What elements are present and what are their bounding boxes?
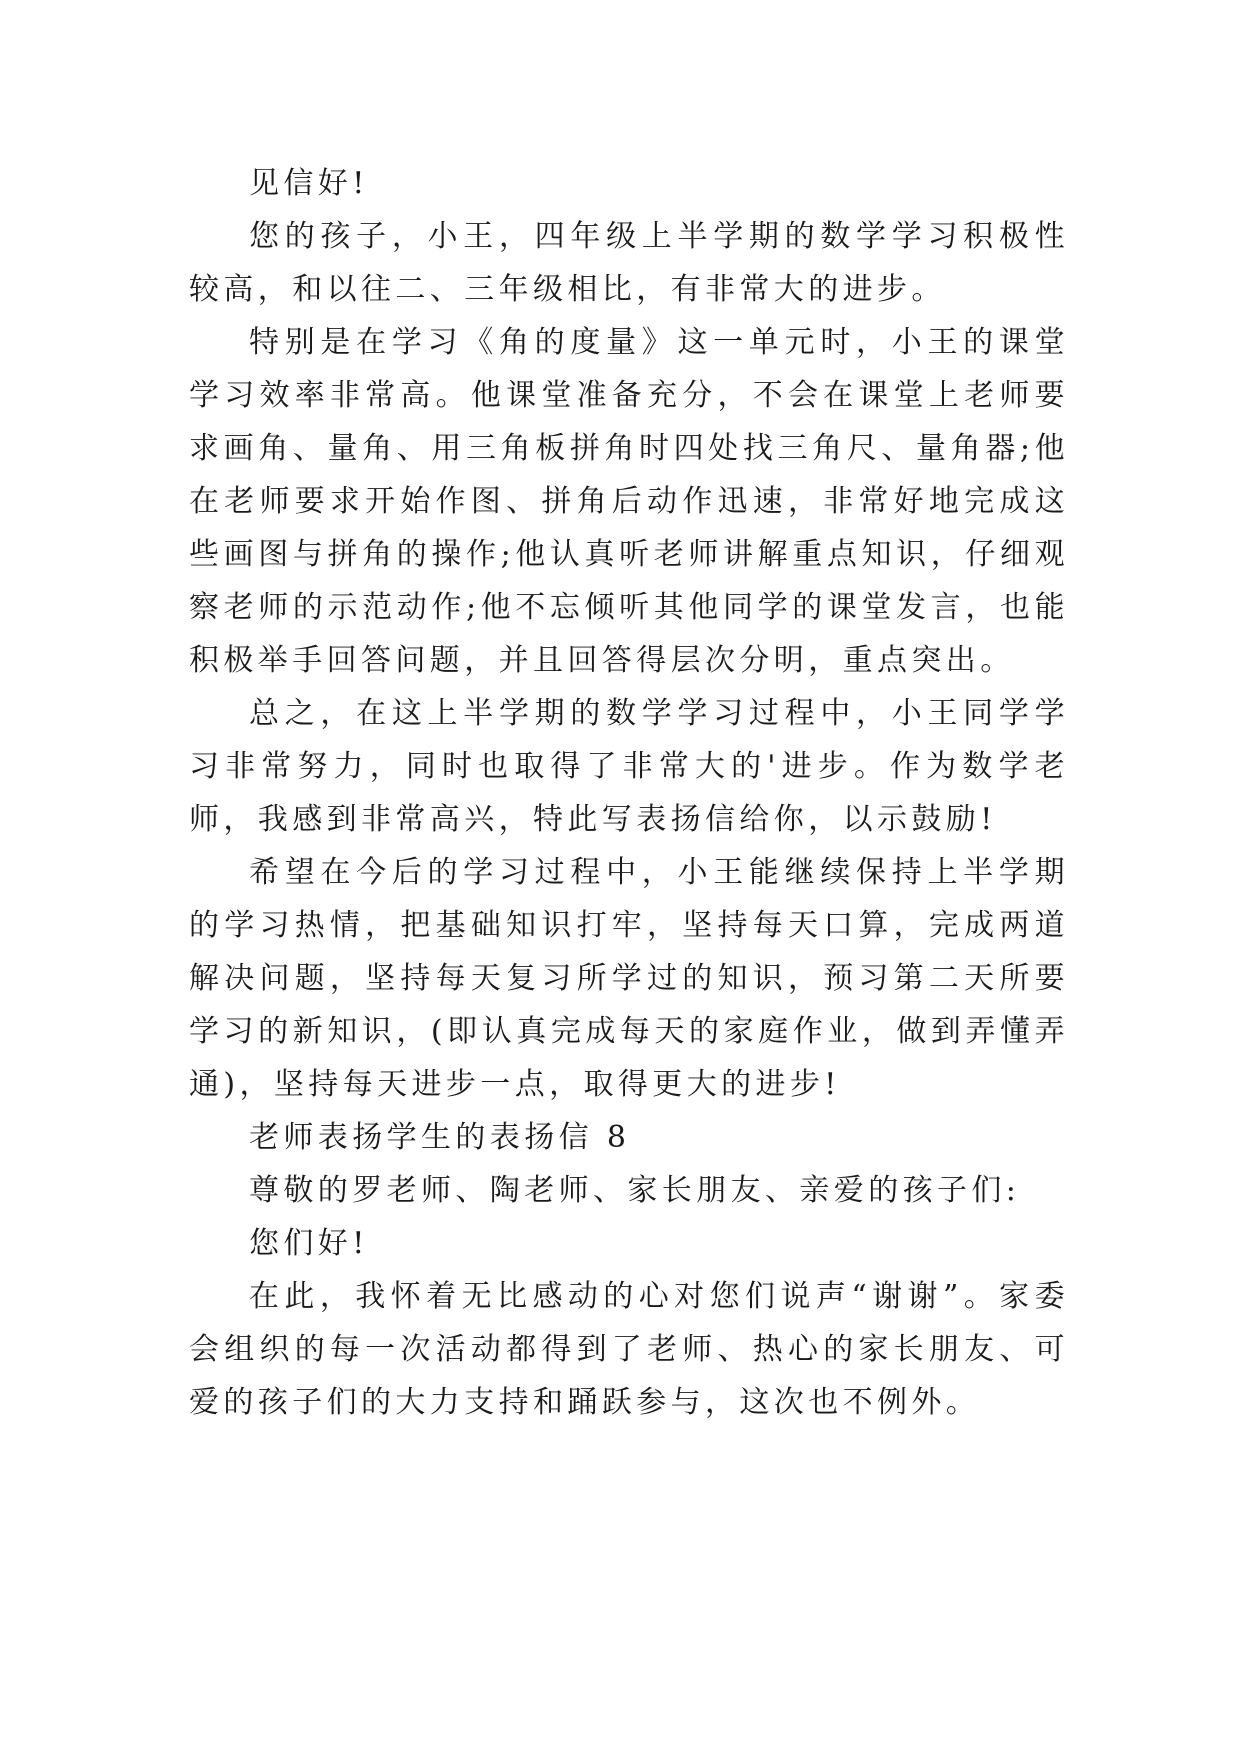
paragraph-thanks: 在此，我怀着无比感动的心对您们说声“谢谢”。家委会组织的每一次活动都得到了老师、热心的家长朋友、可爱的孩子们的大力支持和踊跃参与，这次也不例外。	[189, 1279, 1069, 1420]
paragraph-greeting: 见信好!	[249, 166, 369, 201]
paragraph-hope: 希望在今后的学习过程中，小王能继续保持上半学期的学习热情，把基础知识打牢，坚持每天口算，完成两道解决问题，坚持每天复习所学过的知识，预习第二天所要学习的新知识，(即认真完成每天的家庭作业，做到弄懂弄通)，坚持每天进步一点，取得更大的进步!	[189, 855, 1069, 1102]
paragraph-progress-intro: 您的孩子，小王，四年级上半学期的数学学习积极性较高，和以往二、三年级相比，有非常大的进步。	[189, 219, 1069, 307]
paragraph-salutation: 尊敬的罗老师、陶老师、家长朋友、亲爱的孩子们:	[249, 1173, 1021, 1208]
paragraph-angle-unit: 特别是在学习《角的度量》这一单元时，小王的课堂学习效率非常高。他课堂准备充分，不会在课堂上老师要求画角、量角、用三角板拼角时四处找三角尺、量角器;他在老师要求开始作图、拼角后动作迅速，非常好地完成这些画图与拼角的操作;他认真听老师讲解重点知识，仔细观察老师的示范动作;他不忘倾听其他同学的课堂发言，也能积极举手回答问题，并且回答得层次分明，重点突出。	[189, 325, 1069, 678]
section-heading: 老师表扬学生的表扬信 8	[249, 1120, 631, 1155]
paragraph-hello: 您们好!	[249, 1226, 369, 1261]
paragraph-summary: 总之，在这上半学期的数学学习过程中，小王同学学习非常努力，同时也取得了非常大的'进步。作为数学老师，我感到非常高兴，特此写表扬信给你，以示鼓励!	[189, 696, 1069, 837]
document-body	[189, 157, 1069, 1429]
